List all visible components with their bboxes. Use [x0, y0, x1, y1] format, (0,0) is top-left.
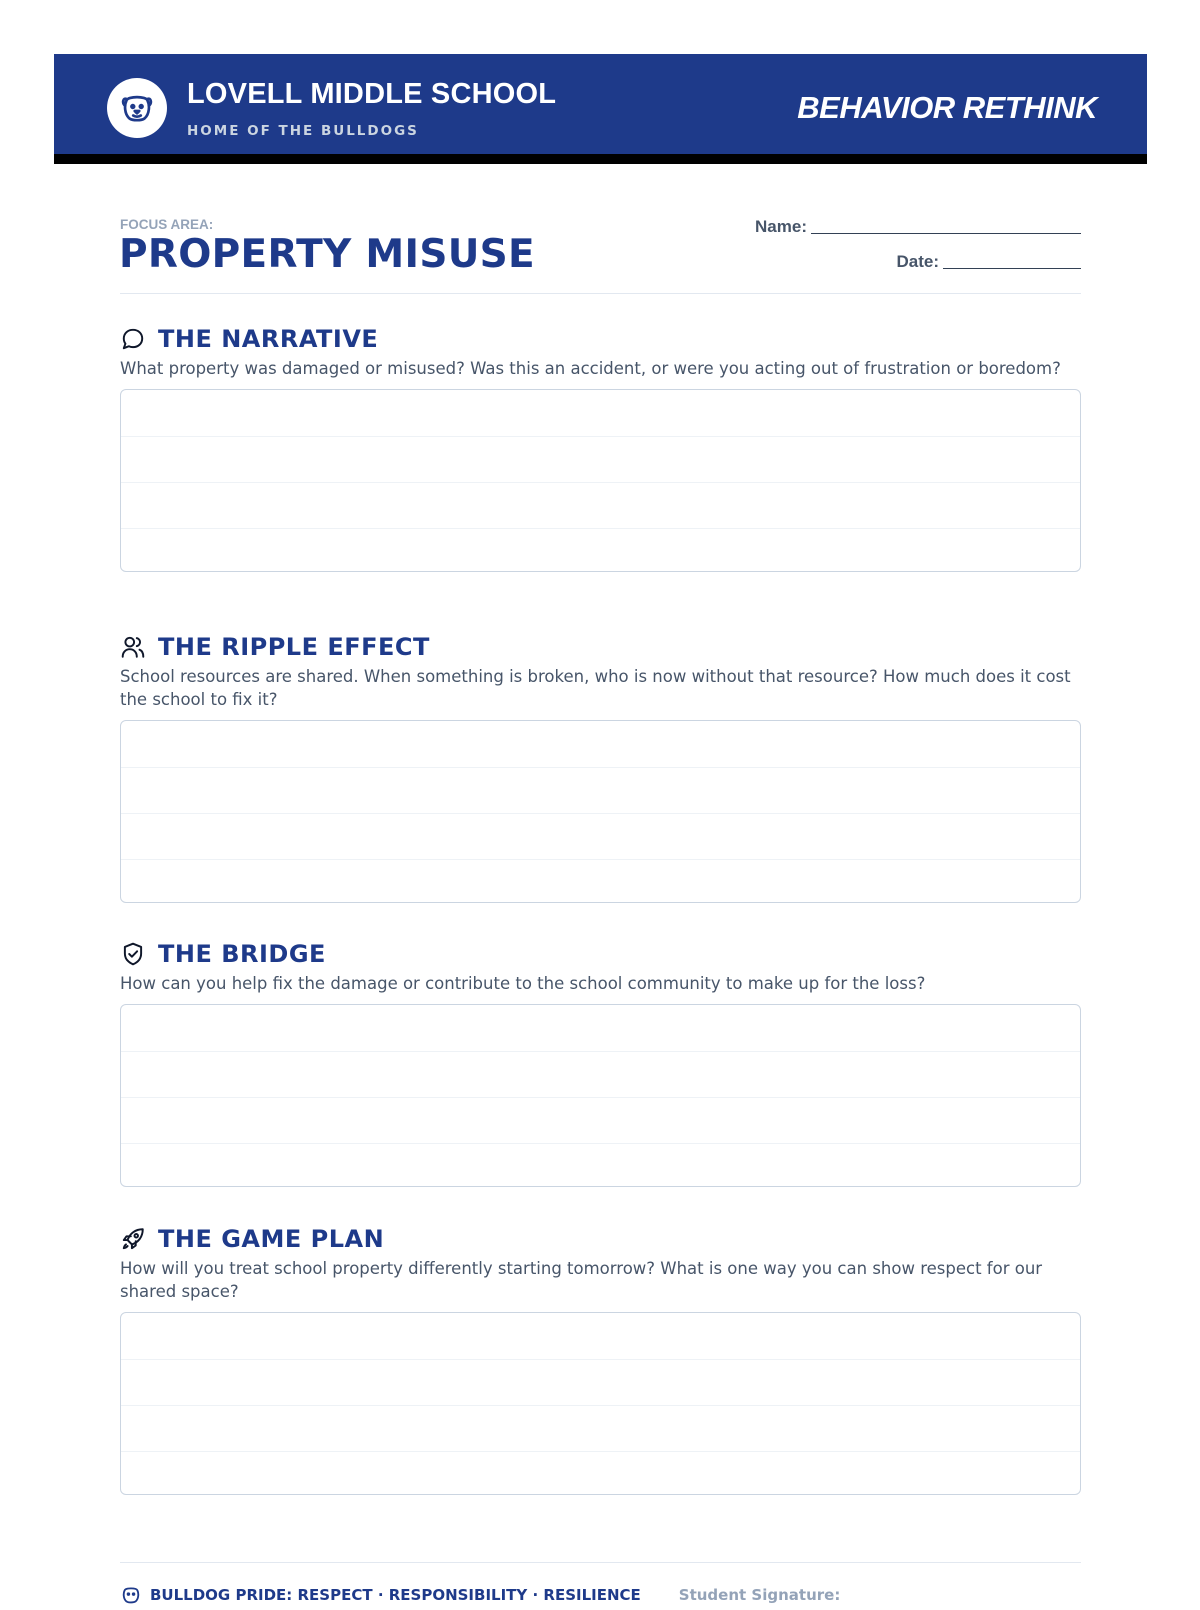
section-title: THE NARRATIVE	[158, 325, 379, 353]
document-type-title: BEHAVIOR RETHINK	[797, 90, 1097, 125]
date-line[interactable]	[943, 267, 1081, 269]
focus-area-label: FOCUS AREA:	[120, 217, 214, 232]
section-ripple-effect	[120, 632, 1081, 903]
header-banner	[54, 54, 1147, 164]
answer-box[interactable]	[120, 720, 1081, 903]
header-divider	[120, 293, 1081, 294]
section-game-plan	[120, 1224, 1081, 1495]
answer-box[interactable]	[120, 1312, 1081, 1495]
school-logo	[107, 78, 167, 138]
focus-area-title: PROPERTY MISUSE	[119, 232, 535, 277]
section-question: What property was damaged or misused? Was this an accident, or were you acting out of frustration or boredom?	[120, 359, 1061, 378]
school-name: LOVELL MIDDLE SCHOOL	[187, 78, 557, 110]
name-field[interactable]	[755, 217, 1081, 237]
bulldog-icon	[119, 90, 155, 126]
bulldog-icon	[120, 1584, 142, 1606]
school-tagline: HOME OF THE BULLDOGS	[187, 123, 419, 139]
name-label: Name:	[755, 217, 807, 236]
shield-check-icon	[120, 941, 146, 967]
section-question: How can you help fix the damage or contribute to the school community to make up for the loss?	[120, 974, 926, 993]
section-bridge	[120, 939, 1081, 1187]
footer-divider	[120, 1562, 1081, 1563]
speech-bubble-icon	[120, 326, 146, 352]
section-question: School resources are shared. When something is broken, who is now without that resource? How much does it cost the school to fix it?	[120, 667, 1071, 709]
footer	[120, 1580, 1081, 1610]
answer-box[interactable]	[120, 389, 1081, 572]
section-title: THE GAME PLAN	[158, 1225, 385, 1253]
answer-box[interactable]	[120, 1004, 1081, 1187]
section-question: How will you treat school property differently starting tomorrow? What is one way you can show respect for our shared space?	[120, 1259, 1043, 1301]
section-title: THE BRIDGE	[158, 940, 326, 968]
people-icon	[120, 634, 146, 660]
section-narrative	[120, 324, 1081, 572]
date-field[interactable]	[896, 252, 1081, 272]
signature-label: Student Signature:	[678, 1586, 841, 1604]
rocket-icon	[120, 1226, 146, 1252]
name-line[interactable]	[811, 232, 1081, 234]
section-title: THE RIPPLE EFFECT	[158, 633, 430, 661]
date-label: Date:	[896, 252, 939, 271]
footer-motto: BULLDOG PRIDE: RESPECT · RESPONSIBILITY · RESILIENCE	[150, 1586, 641, 1604]
